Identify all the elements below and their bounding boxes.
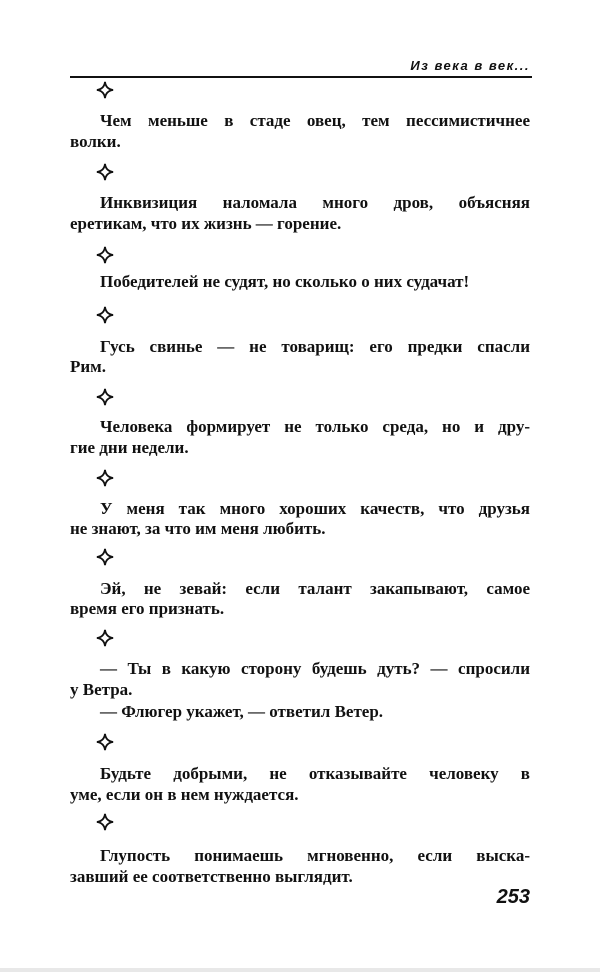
page-edge bbox=[0, 968, 600, 972]
four-point-star-icon bbox=[96, 733, 114, 751]
four-point-star-icon bbox=[96, 469, 114, 487]
aphorism-line: Глупость понимаешь мгновенно, если выска- bbox=[100, 846, 530, 865]
aphorism-line: — Ты в какую сторону будешь дуть? — спросили bbox=[100, 659, 530, 678]
aphorism-line: Гусь свинье — не товарищ: его предки спасли bbox=[100, 337, 530, 356]
four-point-star-icon bbox=[96, 548, 114, 566]
four-point-star-icon bbox=[96, 813, 114, 831]
aphorism-line: Будьте добрыми, не отказывайте человеку в bbox=[100, 764, 530, 783]
aphorism-line: время его признать. bbox=[70, 599, 225, 618]
aphorism-line: Эй, не зевай: если талант закапывают, самое bbox=[100, 579, 530, 598]
four-point-star-icon bbox=[96, 246, 114, 264]
aphorism-line: — Флюгер укажет, — ответил Ветер. bbox=[100, 702, 384, 721]
aphorism-line: уме, если он в нем нуждается. bbox=[70, 785, 299, 804]
aphorism-line: У меня так много хороших качеств, что друзья bbox=[100, 499, 530, 518]
four-point-star-icon bbox=[96, 81, 114, 99]
page-number: 253 bbox=[496, 886, 530, 908]
aphorism-line: Рим. bbox=[70, 357, 107, 376]
aphorism-line: волки. bbox=[70, 132, 121, 151]
four-point-star-icon bbox=[96, 388, 114, 406]
aphorism-line: у Ветра. bbox=[70, 680, 133, 699]
aphorism-line: гие дни недели. bbox=[70, 438, 189, 457]
header-rule bbox=[70, 76, 532, 78]
four-point-star-icon bbox=[96, 629, 114, 647]
aphorism-line: Человека формирует не только среда, но и дру- bbox=[100, 417, 530, 436]
aphorism-line: не знают, за что им меня любить. bbox=[70, 519, 326, 538]
aphorism-line: Победителей не судят, но сколько о них судачат! bbox=[100, 272, 470, 291]
aphorism-line: завший ее соответственно выглядит. bbox=[70, 867, 353, 886]
aphorism-line: еретикам, что их жизнь — горение. bbox=[70, 214, 342, 233]
running-header: Из века в век... bbox=[410, 58, 530, 73]
four-point-star-icon bbox=[96, 306, 114, 324]
aphorism-line: Чем меньше в стаде овец, тем пессимистичнее bbox=[100, 111, 530, 130]
aphorism-line: Инквизиция наломала много дров, объясняя bbox=[100, 193, 530, 212]
four-point-star-icon bbox=[96, 163, 114, 181]
